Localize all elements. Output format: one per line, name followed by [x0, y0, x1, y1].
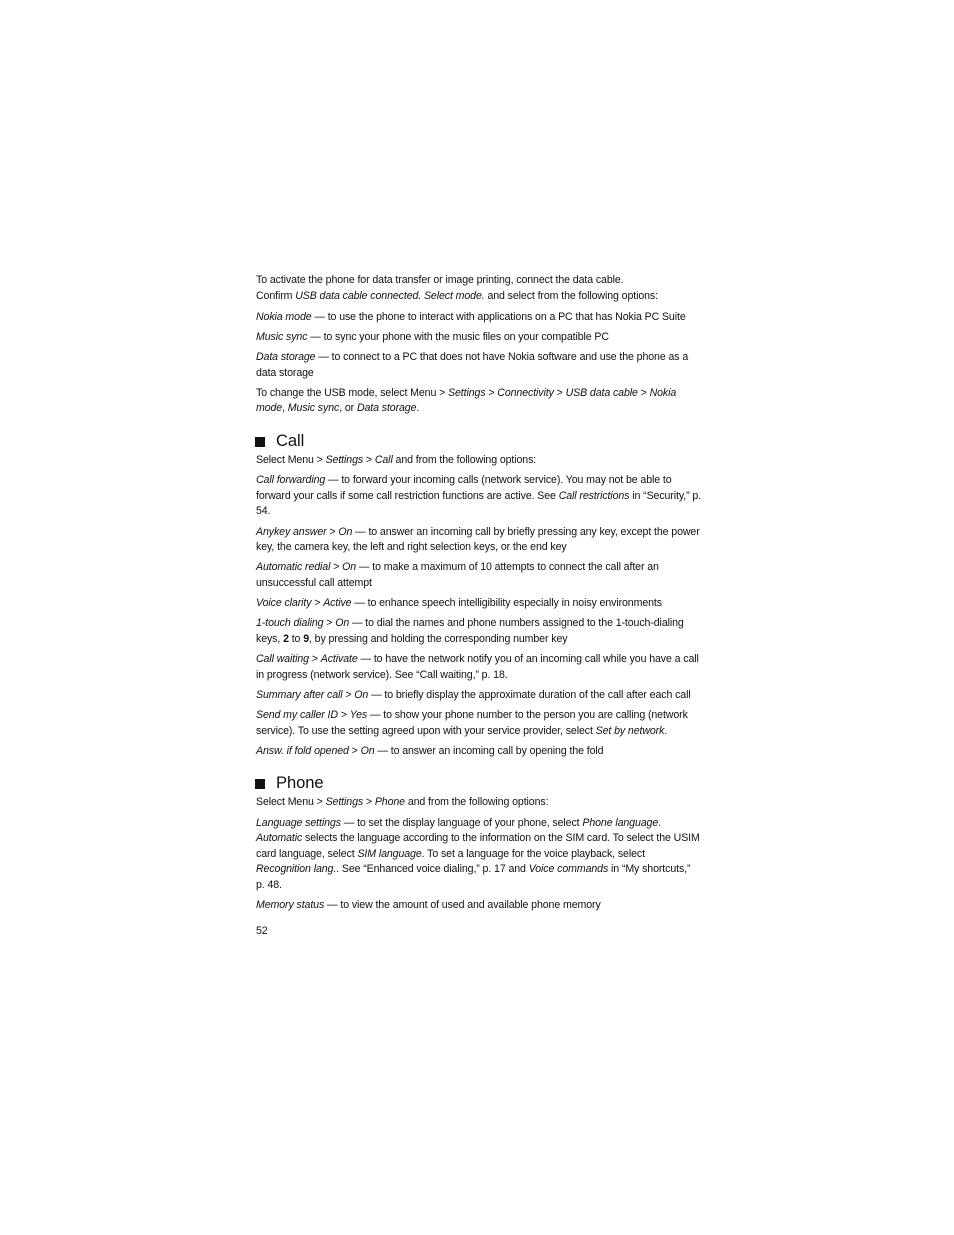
voice-clarity-paragraph [256, 596, 701, 612]
option-term: Call forwarding [256, 474, 326, 487]
summary-after-call-paragraph [256, 688, 701, 704]
menu-keyword: Menu [410, 386, 437, 399]
menu-keyword: Menu [287, 796, 314, 809]
option-value: On [360, 744, 375, 757]
text: > [363, 796, 375, 809]
option-value: SIM language [357, 847, 422, 860]
menu-path: Settings [325, 454, 364, 467]
option-term: Language settings [256, 816, 341, 829]
option-value: On [354, 688, 369, 701]
option-text: — to dial the names and phone numbers assigned to the 1-touch-dialing keys, [256, 617, 684, 645]
text: > [326, 525, 339, 538]
option-value: Yes [349, 709, 368, 722]
anykey-answer-paragraph [256, 525, 701, 556]
option-text: . See “Enhanced voice dialing,” p. 17 and [336, 863, 529, 876]
cross-reference: Call restrictions [558, 489, 630, 502]
text: > [553, 386, 566, 399]
option-term: Voice clarity [256, 597, 312, 610]
text: > [436, 386, 449, 399]
cross-reference: Set by network [595, 724, 665, 737]
option-text: — to enhance speech intelligibility especially in noisy environments [351, 597, 662, 610]
option-value: Active [323, 597, 352, 610]
option-text: in “Security,” p. 54. [256, 489, 702, 518]
option-text: — to use the phone to interact with applications on a PC that has Nokia PC Suite [311, 310, 686, 323]
usb-option-nokia-mode [256, 310, 701, 326]
menu-keyword: Menu [287, 454, 314, 467]
option-value: Activate [320, 653, 358, 666]
text: and from the following options: [404, 796, 549, 809]
phone-select-paragraph [256, 795, 701, 811]
option-text: — to connect to a PC that does not have Nokia software and use the phone as a data storage [256, 351, 689, 379]
option-text: selects the language according to the information on the SIM card. To select the USIM card language, select [256, 832, 700, 860]
intro-line-2-suffix: and select from the following options: [484, 289, 658, 302]
menu-path: Data storage [356, 402, 417, 415]
text: > [323, 617, 336, 630]
option-text: in “My shortcuts,” p. 48. [256, 863, 691, 892]
intro-line-2-italic: USB data cable connected. Select mode. [295, 289, 485, 302]
usb-option-data-storage [256, 350, 701, 381]
text: > [348, 744, 361, 757]
option-text: — to set the display language of your phone, select [340, 816, 583, 829]
text: > [313, 454, 326, 467]
page-number: 52 [256, 924, 268, 937]
menu-path: Music sync [287, 402, 340, 415]
option-term: Memory status [256, 899, 325, 912]
section-heading-phone [255, 773, 701, 793]
option-text: — to answer an incoming call by briefly pressing any key, except the power key, the camera key, the left and right selection keys, or the end key [256, 525, 700, 554]
cross-reference: Voice commands [528, 863, 609, 876]
option-term: Summary after call [256, 688, 343, 701]
option-term: Music sync [256, 330, 308, 343]
option-text: — to make a maximum of 10 attempts to connect the call after an unsuccessful call attempt [256, 561, 659, 589]
menu-path: Settings [448, 386, 486, 399]
option-text: — to have the network notify you of an incoming call while you have a call in progress (network service). See “Call waiting,” p. 18. [256, 653, 699, 681]
option-term: Anykey answer [256, 525, 327, 538]
text: and from the following options: [392, 454, 537, 467]
option-term: Data storage [256, 351, 316, 364]
option-value: On [338, 525, 353, 538]
text: Select [256, 796, 288, 809]
text: > [363, 454, 375, 467]
option-text: — to forward your incoming calls (network service). You may not be able to forward your calls if some call restriction functions are active. See [256, 474, 672, 502]
automatic-redial-paragraph [256, 560, 701, 591]
square-bullet-icon [255, 437, 265, 447]
option-text: . [664, 724, 668, 737]
option-term: Answ. if fold opened [256, 744, 349, 757]
option-text: — to show your phone number to the person you are calling (network service). To use the setting agreed upon with your service provider, select [256, 709, 688, 737]
usb-change-paragraph [256, 386, 701, 417]
heading-text: Call [276, 431, 305, 451]
option-term: Call waiting [256, 653, 309, 666]
language-settings-paragraph [256, 816, 701, 894]
heading-text: Phone [276, 773, 324, 793]
text: > [337, 709, 350, 722]
option-text: . [658, 816, 661, 829]
answer-fold-opened-paragraph [256, 744, 701, 760]
option-text: — to briefly display the approximate duration of the call after each call [368, 688, 691, 701]
memory-status-paragraph [256, 898, 701, 914]
intro-line-2-prefix: Confirm [256, 289, 296, 302]
option-text: , by pressing and holding the corresponding number key [309, 632, 568, 645]
text: > [311, 597, 324, 610]
option-value: On [335, 617, 350, 630]
menu-path: USB data cable [565, 386, 638, 399]
menu-path: Call [374, 454, 393, 467]
option-term: 1-touch dialing [256, 617, 324, 630]
text: > [308, 653, 321, 666]
menu-path: Connectivity [497, 386, 554, 399]
page-content [256, 273, 701, 939]
option-value: Phone language [582, 816, 659, 829]
option-text: . To set a language for the voice playback, select [421, 847, 645, 860]
intro-line-1: To activate the phone for data transfer or image printing, connect the data cable. [256, 274, 624, 286]
option-value: Automatic [256, 832, 303, 845]
option-text: to [288, 632, 304, 645]
option-value: Recognition lang. [256, 863, 337, 876]
option-term: Nokia mode [256, 310, 312, 323]
menu-path: Settings [325, 796, 364, 809]
usb-option-music-sync [256, 330, 701, 346]
call-select-paragraph [256, 453, 701, 469]
text: > [485, 386, 498, 399]
menu-path: Phone [374, 796, 405, 809]
text: > [637, 386, 650, 399]
text: . [416, 402, 420, 415]
menu-path: Nokia mode [256, 386, 677, 415]
key-label: 2 [283, 632, 289, 645]
call-waiting-paragraph [256, 652, 701, 683]
key-label: 9 [303, 632, 309, 645]
option-text: — to view the amount of used and available phone memory [324, 899, 601, 912]
section-heading-call [255, 431, 701, 451]
intro-paragraph [256, 273, 701, 304]
text: Select [256, 454, 288, 467]
one-touch-dialing-paragraph [256, 616, 701, 647]
text: > [342, 688, 355, 701]
option-text: — to answer an incoming call by opening the fold [374, 744, 604, 757]
option-term: Send my caller ID [256, 709, 338, 722]
text: , or [339, 402, 357, 415]
option-term: Automatic redial [256, 561, 331, 574]
text: , [282, 402, 288, 415]
text: > [313, 796, 326, 809]
text: To change the USB mode, select [256, 386, 411, 399]
option-text: — to sync your phone with the music files on your compatible PC [307, 330, 609, 343]
text: > [330, 561, 343, 574]
square-bullet-icon [255, 779, 265, 789]
send-caller-id-paragraph [256, 708, 701, 739]
call-forwarding-paragraph [256, 473, 701, 520]
option-value: On [342, 561, 357, 574]
